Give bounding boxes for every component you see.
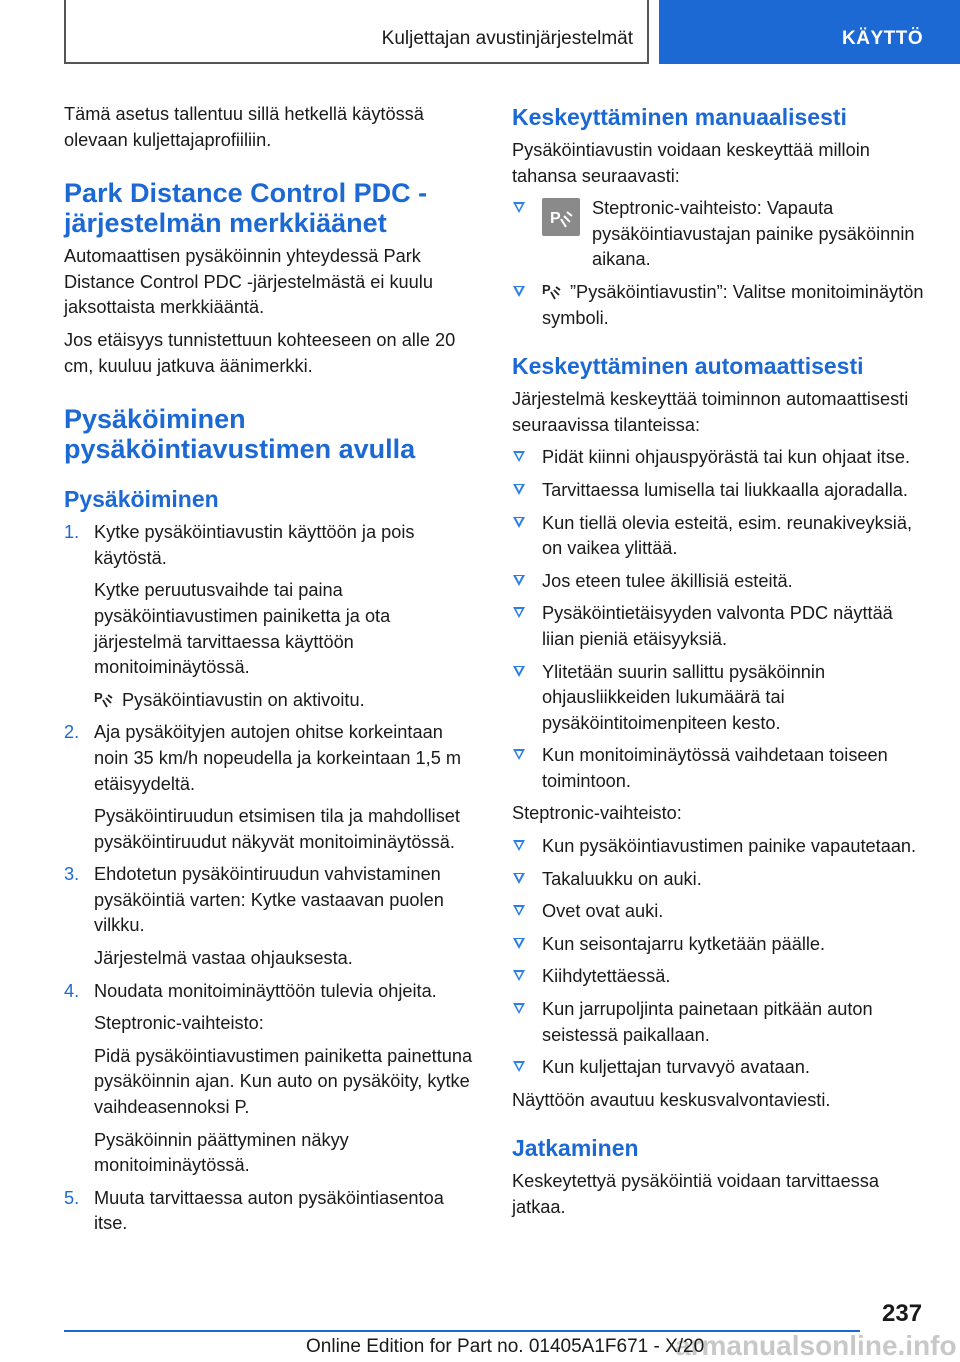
steptronic-label: Steptronic-vaihteisto: [512,803,682,824]
heading-parking: Pysäköiminen [64,486,219,513]
triangle-bullet-icon [513,607,525,618]
right-column [512,102,926,1228]
list-item [512,743,926,794]
heading-continue: Jatkaminen [512,1135,639,1162]
heading-auto-cancel: Keskeyttäminen automaattisesti [512,353,864,380]
step-icon-note [94,688,478,714]
svg-text:P: P [542,281,551,297]
list-item-text: Kiihdytettäessä. [542,966,671,987]
list-item [512,478,926,504]
page-number: 237 [882,1300,923,1327]
step-number: 1. [64,522,80,543]
pdc-paragraph-1: Automaattisen pysäköinnin yhteydessä Park Distance Control PDC -järjestelmästä ei kuulu jaksottaista merkkiääntä. [64,246,433,318]
step-1 [64,520,478,713]
list-item-text: Kun tiellä olevia esteitä, esim. reunakiveyksiä, on vaikea ylittää. [542,512,912,559]
list-item-text: Pysäköintietäisyyden valvonta PDC näyttää liian pieniä etäisyyksiä. [542,603,893,649]
header-section-box [64,0,649,64]
triangle-bullet-icon [513,451,525,462]
manual-paragraph: Pysäköintiavustin voidaan keskeyttää milloin tahansa seuraavasti: [512,140,870,186]
step-number: 2. [64,722,80,743]
triangle-bullet-icon [513,840,525,851]
svg-text:P: P [550,210,561,228]
list-item [512,964,926,990]
list-item [512,511,926,562]
svg-text:P: P [94,689,103,705]
list-item-text: Kun pysäköintiavustimen painike vapautetaan. [542,836,917,857]
list-item-text: Kun kuljettajan turvavyö avataan. [542,1057,810,1078]
triangle-bullet-icon [513,970,525,981]
parking-assistant-icon [542,281,562,301]
left-column [64,102,478,1244]
triangle-bullet-icon [513,575,525,586]
step-5 [64,1186,478,1237]
intro-paragraph: Tämä asetus tallentuu sillä hetkellä käytössä olevaan kuljettajaprofiiliin. [64,104,424,150]
triangle-bullet-icon [513,938,525,949]
step-subtext: Pysäköintiruudun etsimisen tila ja mahdolliset pysäköintiruudut näkyvät monitoiminäytössä. [94,806,460,852]
list-item [512,1055,926,1081]
step-text: Noudata monitoiminäyttöön tulevia ohjeita. [94,980,437,1001]
list-item [512,280,926,331]
list-item-text: Takaluukku on auki. [542,868,702,889]
list-item-text: Ylitetään suurin sallittu pysäköinnin ohjausliikkeiden lukumäärä tai pysäköintitoimenpiteen kesto. [542,661,826,733]
triangle-bullet-icon [513,873,525,884]
list-item-text: Kun monitoiminäytössä vaihdetaan toiseen toimintoon. [542,745,888,791]
watermark-text: armanualsonline.info [675,1330,957,1361]
list-item [512,660,926,737]
list-item-text: Jos eteen tulee äkillisiä esteitä. [542,570,793,591]
triangle-bullet-icon [513,666,525,677]
triangle-bullet-icon [513,1061,525,1072]
list-item [512,867,926,893]
list-item-text: Pidät kiinni ohjauspyörästä tai kun ohjaat itse. [542,447,911,468]
step-subtext: Järjestelmä vastaa ohjauksesta. [94,948,353,969]
list-item [512,932,926,958]
step-number: 5. [64,1187,80,1208]
triangle-bullet-icon [513,484,525,495]
list-item [512,997,926,1048]
heading-parking-assistant: Pysäköiminen pysäköintiavustimen avulla [64,404,416,465]
auto-paragraph: Järjestelmä keskeyttää toiminnon automaattisesti seuraavissa tilanteissa: [512,389,909,435]
triangle-bullet-icon [513,202,525,213]
triangle-bullet-icon [513,286,525,297]
step-subtext: Steptronic-vaihteisto: [94,1013,264,1034]
list-item [512,899,926,925]
step-text: Kytke pysäköintiavustin käyttöön ja pois käytöstä. [94,522,415,568]
step-number: 3. [64,864,80,885]
step-subtext: Pidä pysäköintiavustimen painiketta painettuna pysäköinnin ajan. Kun auto on pysäköity, kytke vaihdeasennoksi P. [94,1045,473,1118]
list-item-text: Ovet ovat auki. [542,901,664,922]
step-number: 4. [64,980,80,1001]
list-item-text: Kun seisontajarru kytketään päälle. [542,933,826,954]
header-chapter-title: KÄYTTÖ [842,28,924,49]
triangle-bullet-icon [513,1003,525,1014]
list-item-text: Tarvittaessa lumisella tai liukkaalla ajoradalla. [542,479,908,500]
after-paragraph: Näyttöön avautuu keskusvalvontaviesti. [512,1089,831,1110]
parking-assistant-icon [94,689,114,709]
list-item [512,601,926,652]
triangle-bullet-icon [513,517,525,528]
header-section-title: Kuljettajan avustinjärjestelmät [381,28,633,49]
step-text: Ehdotetun pysäköintiruudun vahvistaminen pysäköintiä varten: Kytke vastaavan puolen vilkku. [94,864,444,936]
parking-assistant-button-icon [542,198,580,236]
triangle-bullet-icon [513,749,525,760]
list-item [512,196,926,273]
header-chapter-box [659,0,960,64]
step-icon-note-text: Pysäköintiavustin on aktivoitu. [122,689,365,710]
heading-manual-cancel: Keskeyttäminen manuaalisesti [512,104,847,130]
step-subtext: Pysäköinnin päättyminen näkyy monitoiminäytössä. [94,1129,349,1176]
list-item [512,834,926,860]
step-4 [64,979,478,1179]
footer-edition: Online Edition for Part no. 01405A1F671 - X/20 [306,1336,705,1357]
step-2 [64,720,478,855]
continue-paragraph: Keskeytettyä pysäköintiä voidaan tarvittaessa jatkaa. [512,1171,879,1217]
list-item-text: Kun jarrupoljinta painetaan pitkään auton seistessä paikallaan. [542,999,873,1045]
step-subtext: Kytke peruutusvaihde tai paina pysäköintiavustimen painiketta ja ota järjestelmä tarvittaessa käyttöön monitoiminäytössä. [94,580,391,678]
list-item [512,445,926,471]
list-item-text: Steptronic-vaihteisto: Vapauta pysäköintiavustajan painike pysäköinnin aikana. [592,198,915,270]
list-item [512,569,926,595]
heading-pdc-signals: Park Distance Control PDC -järjestelmän merkkiäänet [64,178,428,239]
pdc-paragraph-2: Jos etäisyys tunnistettuun kohteeseen on alle 20 cm, kuuluu jatkuva äänimerkki. [64,329,456,376]
list-item-text: ”Pysäköintiavustin”: Valitse monitoiminäytön symboli. [542,281,924,328]
triangle-bullet-icon [513,905,525,916]
step-text: Muuta tarvittaessa auton pysäköintiasentoa itse. [94,1187,444,1234]
step-text: Aja pysäköityjen autojen ohitse korkeintaan noin 35 km/h nopeudella ja korkeintaan 1,5 m etäisyydeltä. [94,722,462,794]
step-3 [64,862,478,971]
